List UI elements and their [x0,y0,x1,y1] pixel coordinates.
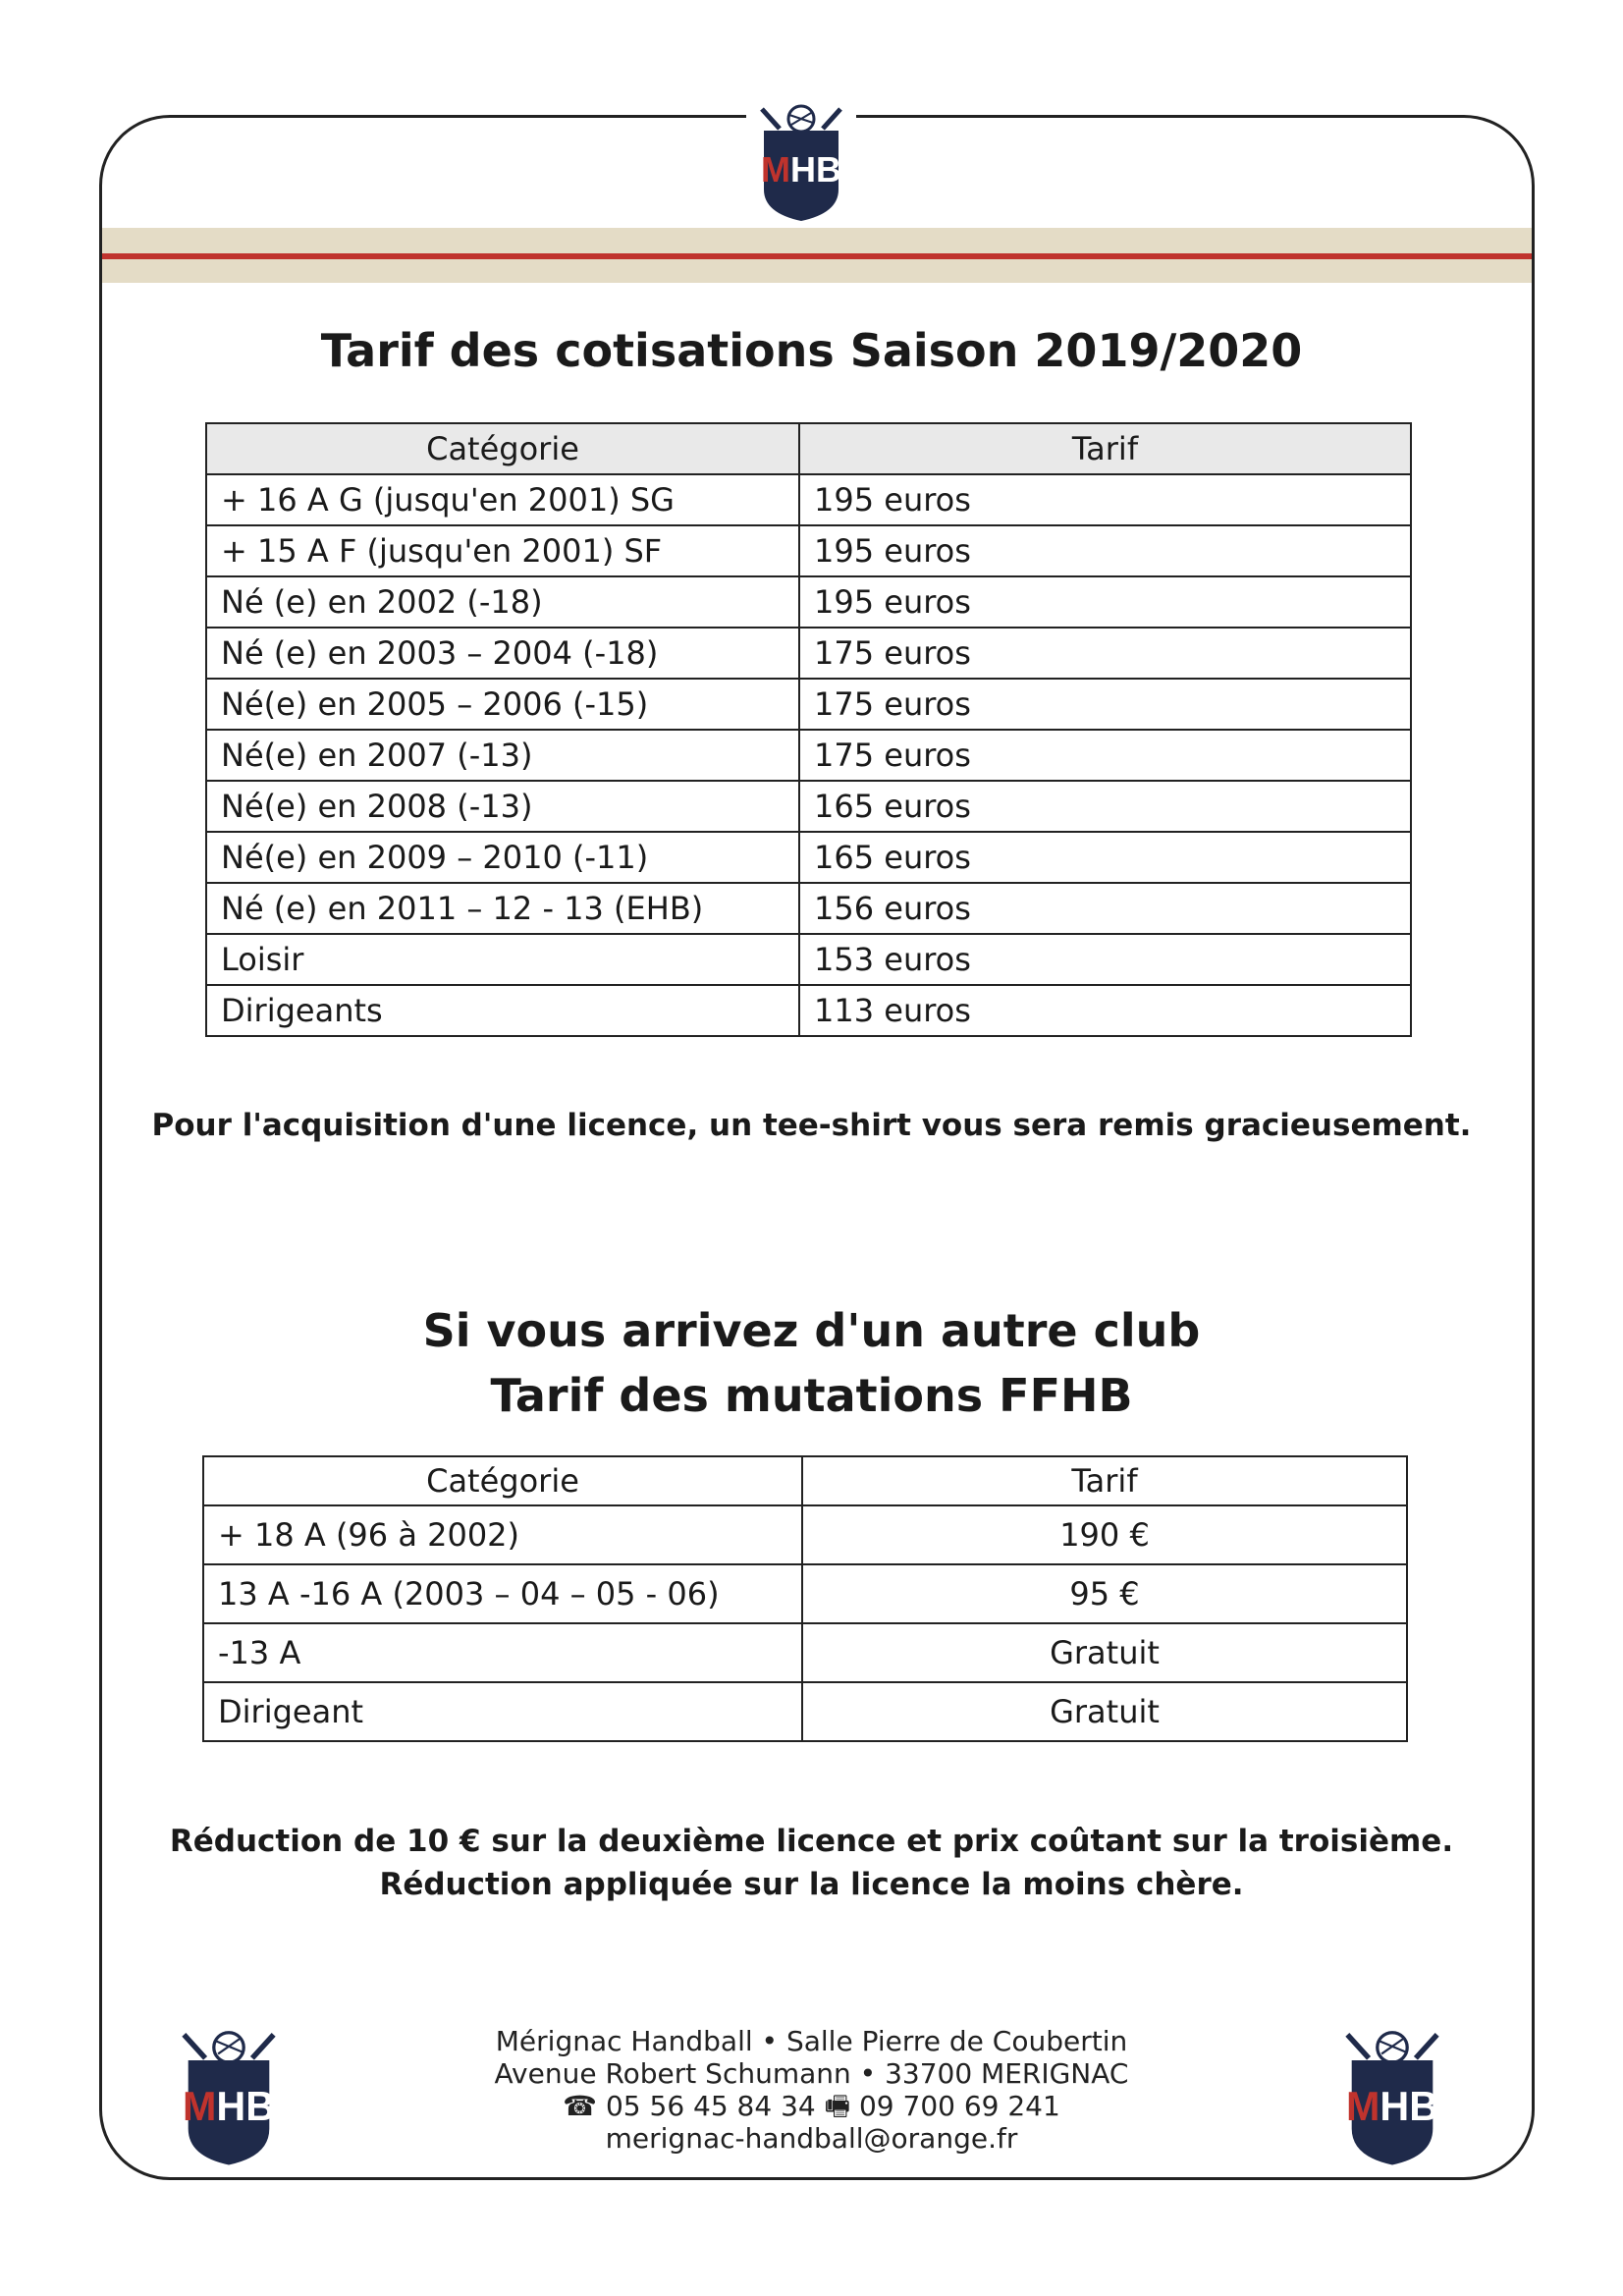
row-category: Dirigeants [206,985,799,1036]
mhb-logo-bottom-left [180,2028,278,2167]
row-category: + 18 A (96 à 2002) [203,1505,802,1564]
footer-fax: 09 700 69 241 [858,2090,1060,2122]
phone-icon: ☎ [563,2090,598,2122]
row-tarif: 95 € [802,1564,1407,1623]
table-row [206,832,1411,883]
row-tarif: 175 euros [799,730,1411,781]
header-red-line [102,253,1532,259]
row-category: 13 A -16 A (2003 – 04 – 05 - 06) [203,1564,802,1623]
footer-line1: Mérignac Handball • Salle Pierre de Coubertin [495,2025,1128,2057]
column-header-tarif: Tarif [802,1456,1407,1505]
row-tarif: 190 € [802,1505,1407,1564]
row-category: Né(e) en 2008 (-13) [206,781,799,832]
table-row [206,628,1411,679]
row-tarif: 195 euros [799,474,1411,525]
table-header-row [203,1456,1407,1505]
mutations-title-line1: Si vous arrivez d'un autre club [422,1304,1201,1357]
column-header-tarif: Tarif [799,423,1411,474]
mhb-logo-bottom-right [1343,2028,1441,2167]
table-row [203,1623,1407,1682]
footer-phone: 05 56 45 84 34 [605,2090,816,2122]
footer-line2: Avenue Robert Schumann • 33700 MERIGNAC [494,2057,1129,2090]
table-header-row [206,423,1411,474]
row-tarif: 195 euros [799,576,1411,628]
table-row [206,679,1411,730]
mutations-title-line2: Tarif des mutations FFHB [490,1369,1133,1422]
table-row [206,781,1411,832]
row-tarif: 153 euros [799,934,1411,985]
reduction-note-line2: Réduction appliquée sur la licence la moins chère. [379,1867,1244,1902]
table-row [206,883,1411,934]
row-tarif: 195 euros [799,525,1411,576]
svg-text:MHB: MHB [761,149,841,190]
row-category: + 15 A F (jusqu'en 2001) SF [206,525,799,576]
row-category: Né(e) en 2007 (-13) [206,730,799,781]
row-category: Loisir [206,934,799,985]
cotisations-title: Tarif des cotisations Saison 2019/2020 [320,324,1303,377]
row-tarif: 165 euros [799,832,1411,883]
svg-text:MHB: MHB [182,2083,276,2129]
row-tarif: 175 euros [799,679,1411,730]
row-category: Dirigeant [203,1682,802,1741]
mutations-table [202,1455,1408,1742]
table-row [203,1564,1407,1623]
table-row [206,985,1411,1036]
row-category: Né (e) en 2011 – 12 - 13 (EHB) [206,883,799,934]
mhb-logo-top [756,103,846,223]
row-tarif: 113 euros [799,985,1411,1036]
table-row [206,576,1411,628]
row-category: + 16 A G (jusqu'en 2001) SG [206,474,799,525]
column-header-category: Catégorie [206,423,799,474]
footer-contact [393,2025,1230,2155]
fax-icon: 🖷 [824,2090,851,2122]
row-tarif: 156 euros [799,883,1411,934]
row-category: Né (e) en 2002 (-18) [206,576,799,628]
tee-shirt-note: Pour l'acquisition d'une licence, un tee-shirt vous sera remis gracieusement. [151,1108,1472,1143]
row-category: Né (e) en 2003 – 2004 (-18) [206,628,799,679]
table-row [206,730,1411,781]
row-tarif: Gratuit [802,1682,1407,1741]
table-row [206,934,1411,985]
reduction-note-line1: Réduction de 10 € sur la deuxième licence et prix coûtant sur la troisième. [169,1824,1454,1859]
row-tarif: 175 euros [799,628,1411,679]
row-category: Né(e) en 2005 – 2006 (-15) [206,679,799,730]
cotisations-table [205,422,1412,1037]
row-category: -13 A [203,1623,802,1682]
mutations-title [0,1298,1623,1428]
footer-email[interactable]: merignac-handball@orange.fr [605,2122,1018,2155]
footer-phone-line [393,2090,1230,2122]
row-tarif: 165 euros [799,781,1411,832]
svg-text:MHB: MHB [1345,2083,1439,2129]
table-row [203,1505,1407,1564]
table-row [206,525,1411,576]
column-header-category: Catégorie [203,1456,802,1505]
row-category: Né(e) en 2009 – 2010 (-11) [206,832,799,883]
row-tarif: Gratuit [802,1623,1407,1682]
table-row [203,1682,1407,1741]
reduction-note [0,1820,1623,1906]
table-row [206,474,1411,525]
